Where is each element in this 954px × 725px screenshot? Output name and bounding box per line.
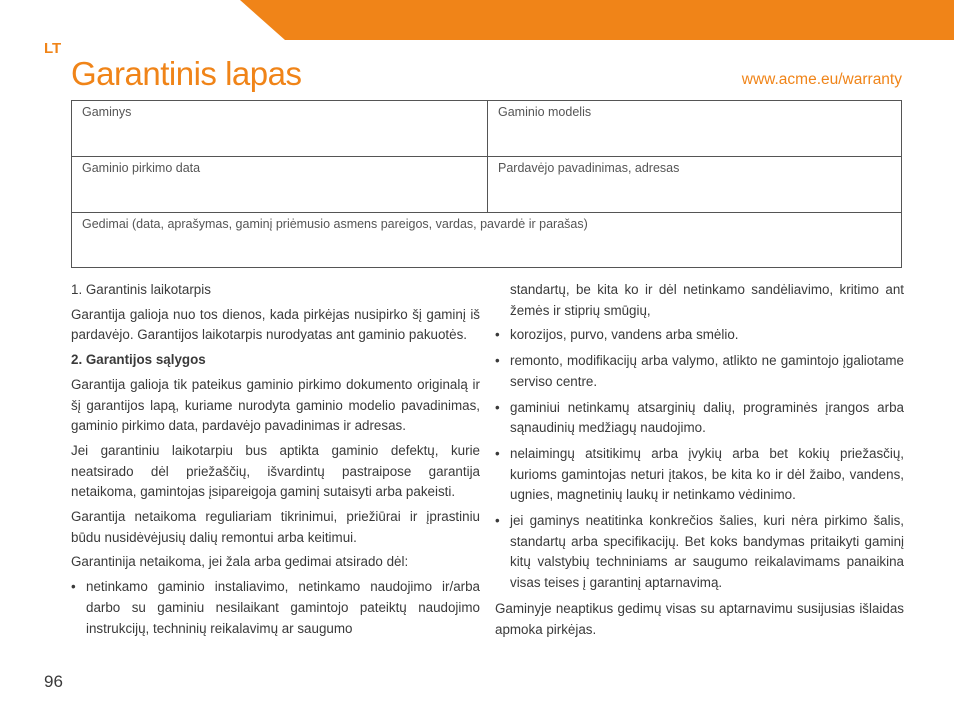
warranty-url[interactable]: www.acme.eu/warranty bbox=[741, 71, 902, 88]
warranty-form bbox=[71, 100, 902, 268]
model-field[interactable]: Gaminio modelis bbox=[488, 101, 901, 157]
list-item: • netinkamo gaminio instaliavimo, netinkamo naudojimo ir/arba darbo su gaminiu nesilaikant gamintojo pateiktų naudojimo instrukcijų, techninių reikalavimų ar saugumo bbox=[71, 577, 480, 639]
paragraph-defects: Jei garantiniu laikotarpiu bus aptikta gaminio defektų, kurie neatsirado dėl priežaščių, išvardintų pastraipose garantija netaikoma, gamintojas įsipareigoja gaminį sutaisyti arba pakeisti. bbox=[71, 442, 480, 500]
page-number: 96 bbox=[44, 672, 63, 691]
header-accent-bar bbox=[240, 0, 954, 40]
section-heading-period: 1. Garantinis laikotarpis bbox=[71, 282, 211, 297]
list-item: • gaminiui netinkamų atsarginių dalių, programinės įrangos arba sąnaudinių medžiagų naudojimo. bbox=[495, 398, 904, 439]
paragraph-exclusion-intro: Garantinija netaikoma, jei žala arba gedimai atsirado dėl: bbox=[71, 554, 409, 570]
paragraph-period: Garantija galioja nuo tos dienos, kada pirkėjas nusipirko šį gaminį iš pardavėjo. Garantijos laikotarpis nurodyatas ant gaminio pakuotės. bbox=[71, 306, 480, 343]
section-heading-conditions: 2. Garantijos sąlygos bbox=[71, 352, 206, 368]
paragraph-conditions: Garantija galioja tik pateikus gaminio pirkimo dokumento originalą ir šį garantijos lapą, kuriame nurodyta gaminio modelio pavadinimas, gaminio pirkimo data, pardavėjo pavadinimas ir adresas. bbox=[71, 376, 480, 434]
exclusion-list bbox=[71, 577, 480, 639]
list-item: • korozijos, purvo, vandens arba smėlio. bbox=[495, 325, 904, 346]
closing-paragraph: Gaminyje neaptikus gedimų visas su aptarnavimu susijusias išlaidas apmoka pirkėjas. bbox=[495, 600, 904, 637]
purchase-date-field[interactable]: Gaminio pirkimo data bbox=[72, 157, 488, 213]
list-item: • nelaimingų atsitikimų arba įvykių arba bet kokių priežasčių, kurioms gamintojas neturi įtakos, be kita ko ir dėl žaibo, vandens, ugnies, magnetinių laukų ir netinkamo vėdinimo. bbox=[495, 444, 904, 506]
seller-field[interactable]: Pardavėjo pavadinimas, adresas bbox=[488, 157, 901, 213]
list-item: • remonto, modifikacijų arba valymo, atlikto ne gamintojo įgaliotame serviso centre. bbox=[495, 351, 904, 392]
product-field[interactable]: Gaminys bbox=[72, 101, 488, 157]
list-item-continuation: standartų, be kita ko ir dėl netinkamo sandėliavimo, kritimo ant žemės ir stiprių smūgių, bbox=[510, 282, 904, 318]
paragraph-exclusions: Garantija netaikoma reguliariam tikrinimui, priežiūrai ir įprastiniu būdu nusidėvėjusių dalių remontui arba keitimui. bbox=[71, 509, 480, 545]
language-label: LT bbox=[44, 40, 62, 57]
list-item: • jei gaminys neatitinka konkrečios šalies, kuri nėra pirkimo šalis, standartų arba specifikacijų. Bet koks bandymas pritaikyti gaminį kitų valstybių techniniams ar saugumo reikalavimams panaikina visas teises į garantinį aptarnavimą. bbox=[495, 511, 904, 594]
defects-field[interactable]: Gedimai (data, aprašymas, gaminį priėmusio asmens pareigos, vardas, pavardė ir parašas) bbox=[82, 217, 588, 231]
page-title: Garantinis lapas bbox=[71, 55, 302, 92]
exclusion-list-continued bbox=[495, 325, 904, 593]
left-column bbox=[71, 280, 480, 644]
right-column bbox=[495, 280, 904, 644]
